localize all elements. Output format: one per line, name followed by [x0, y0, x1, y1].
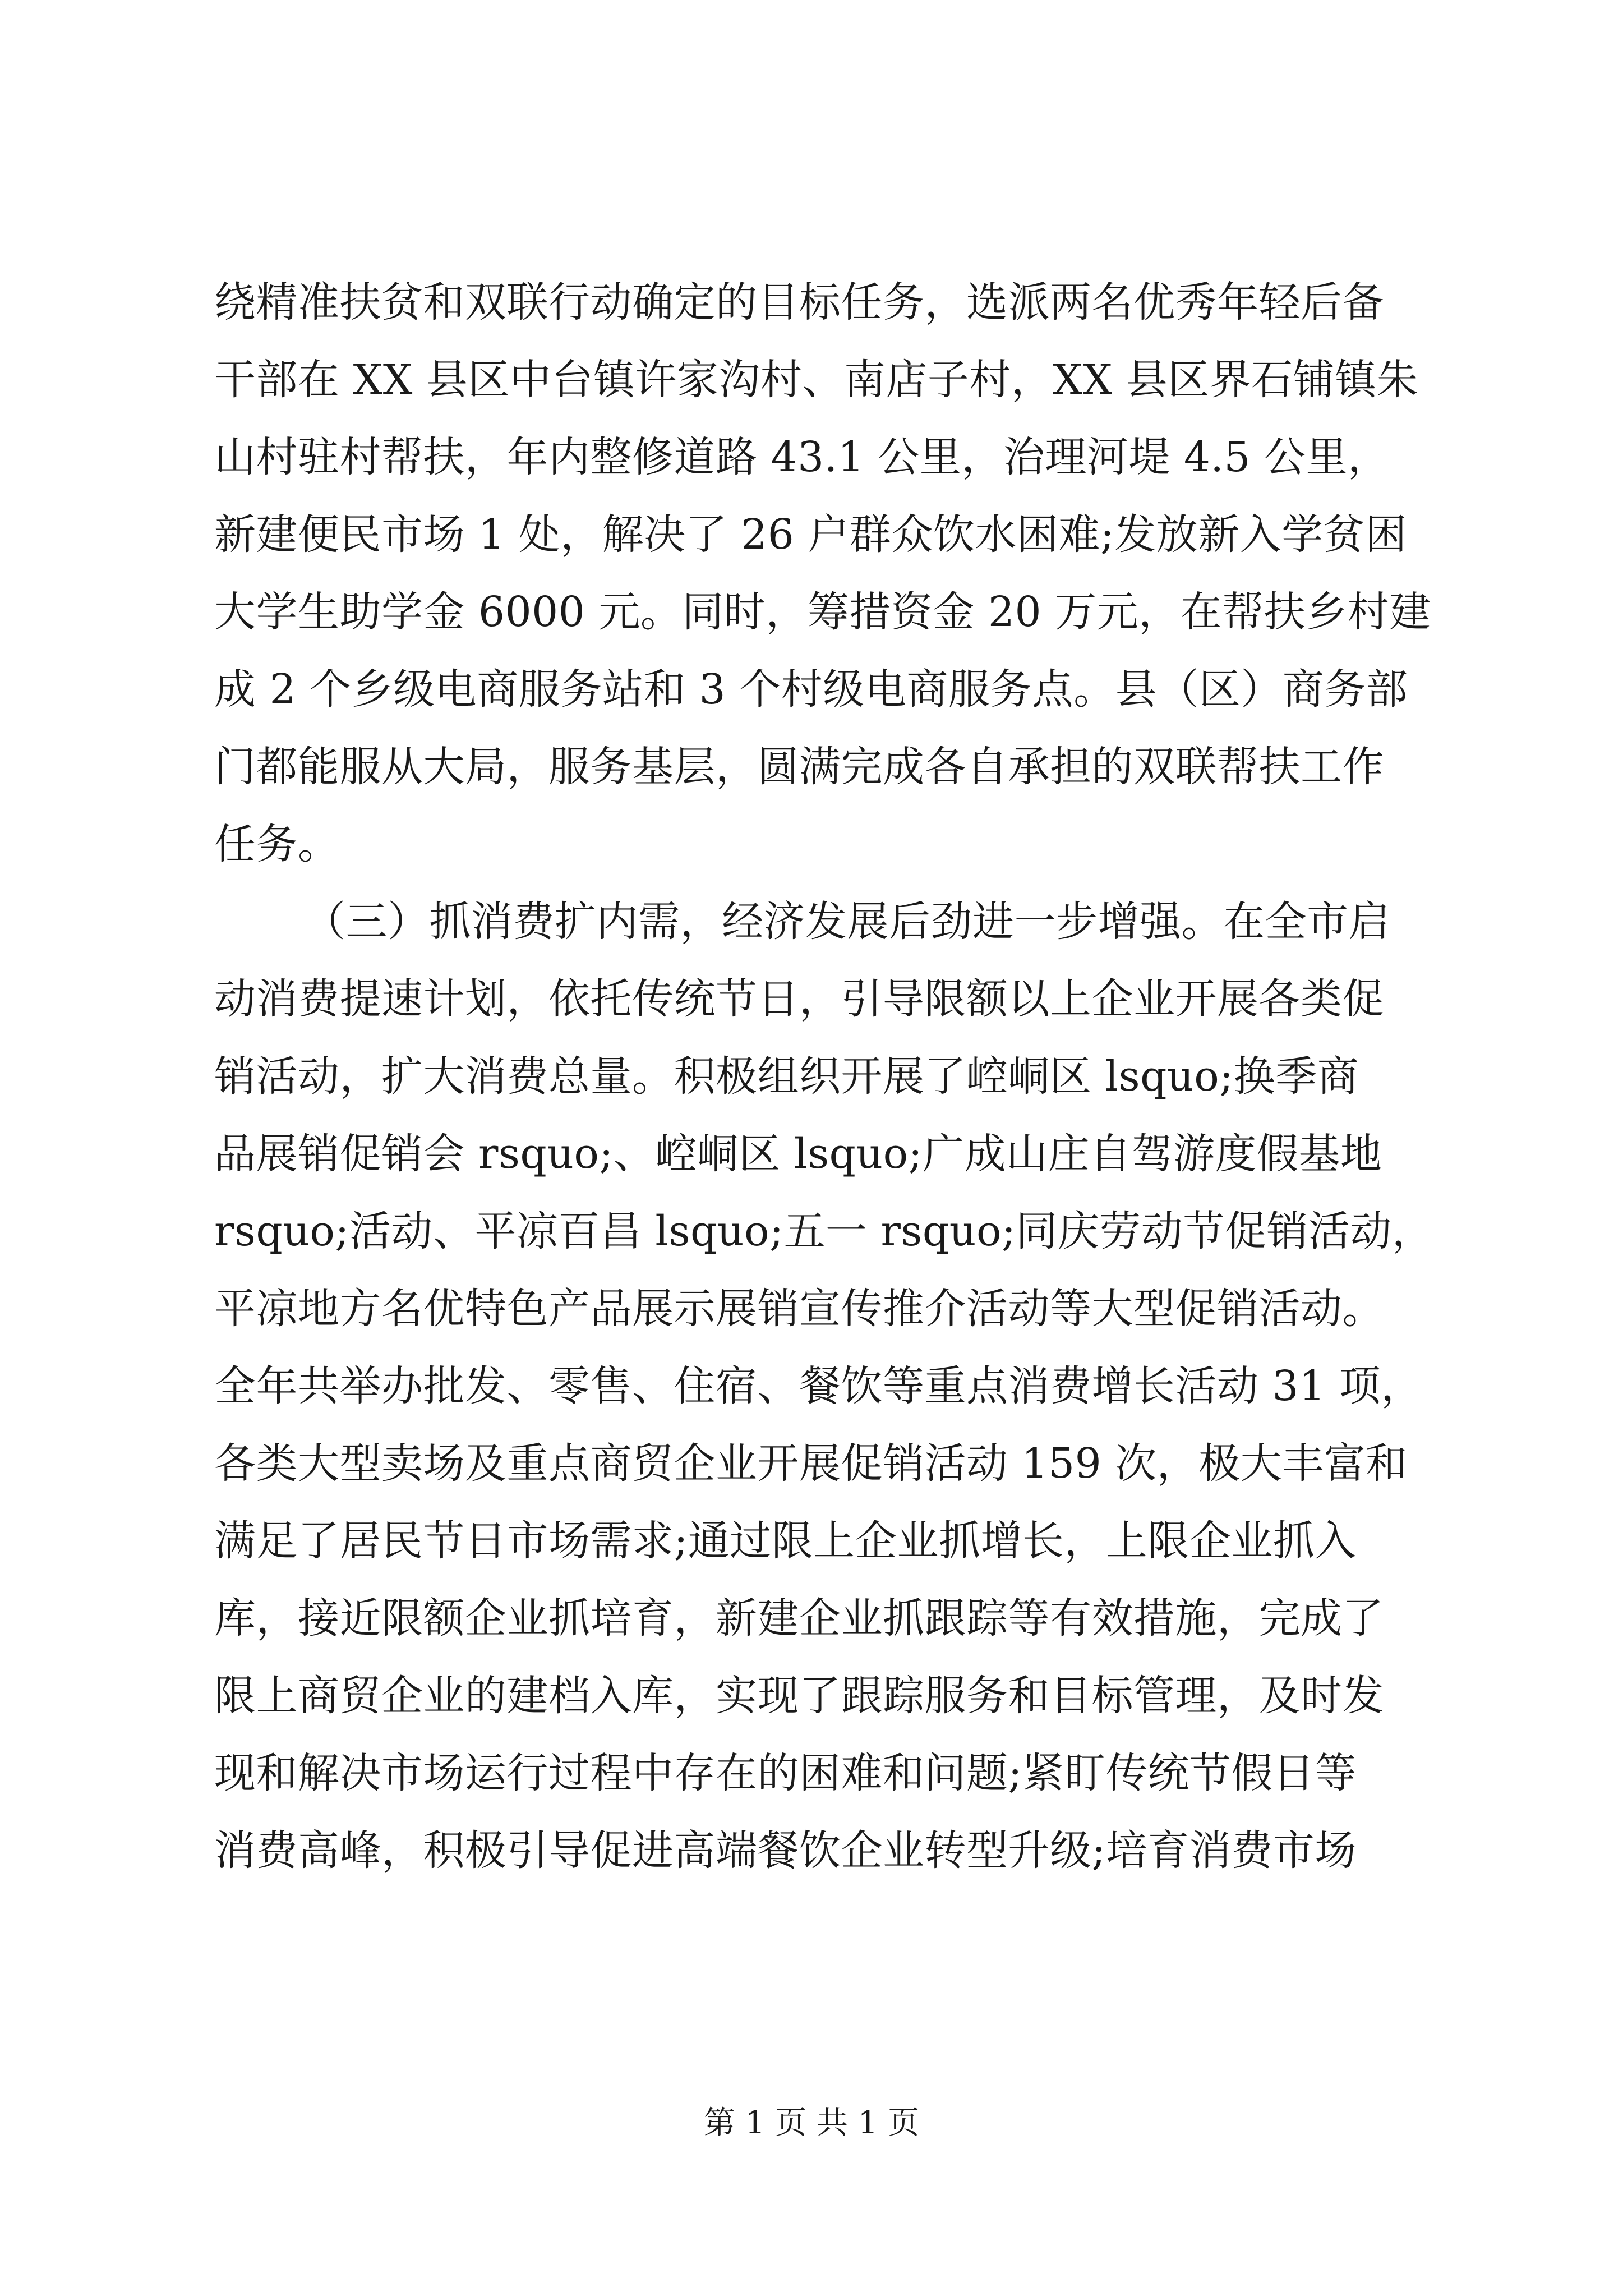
text-line: 绕精准扶贫和双联行动确定的目标任务，选派两名优秀年轻后备: [214, 278, 1384, 326]
text-line: 门都能服从大局，服务基层，圆满完成各自承担的双联帮扶工作: [214, 743, 1384, 791]
text-line: rsquo;活动、平凉百昌 lsquo;五一 rsquo;同庆劳动节促销活动，: [214, 1207, 1434, 1255]
text-line: 库，接近限额企业抓培育，新建企业抓跟踪等有效措施，完成了: [214, 1594, 1384, 1642]
text-line: 山村驻村帮扶，年内整修道路 43.1 公里，治理河堤 4.5 公里，: [214, 433, 1390, 481]
page-footer: [0, 2104, 1623, 2143]
text-line: 限上商贸企业的建档入库，实现了跟踪服务和目标管理，及时发: [214, 1672, 1384, 1720]
text-line: 消费高峰，积极引导促进高端餐饮企业转型升级;培育消费市场: [214, 1826, 1357, 1875]
document-body: [214, 264, 1434, 1889]
text-line: 成 2 个乡级电商服务站和 3 个村级电商服务点。县（区）商务部: [214, 665, 1408, 714]
paragraph-2: [214, 883, 1434, 1889]
text-line: 现和解决市场运行过程中存在的困难和问题;紧盯传统节假日等: [214, 1749, 1357, 1797]
page-number: 第 1 页 共 1 页: [703, 2105, 920, 2141]
text-line: 品展销促销会 rsquo;、崆峒区 lsquo;广成山庄自驾游度假基地: [214, 1130, 1382, 1178]
text-line: 全年共举办批发、零售、住宿、餐饮等重点消费增长活动 31 项，: [214, 1362, 1423, 1410]
text-line-indented: （三）抓消费扩内需，经济发展后劲进一步增强。在全市启: [304, 898, 1390, 946]
text-line: 各类大型卖场及重点商贸企业开展促销活动 159 次，极大丰富和: [214, 1439, 1408, 1488]
text-line: 新建便民市场 1 处，解决了 26 户群众饮水困难;发放新入学贫困: [214, 510, 1407, 559]
text-line: 干部在 XX 县区中台镇许家沟村、南店子村，XX 县区界石铺镇朱: [214, 356, 1419, 404]
text-line: 任务。: [214, 820, 340, 868]
paragraph-1: [214, 264, 1431, 883]
text-line: 销活动，扩大消费总量。积极组织开展了崆峒区 lsquo;换季商: [214, 1052, 1359, 1101]
text-line: 大学生助学金 6000 元。同时，筹措资金 20 万元，在帮扶乡村建: [214, 588, 1431, 636]
text-line: 动消费提速计划，依托传统节日，引导限额以上企业开展各类促: [214, 975, 1384, 1023]
text-line: 满足了居民节日市场需求;通过限上企业抓增长，上限企业抓入: [214, 1517, 1357, 1565]
text-line: 平凉地方名优特色产品展示展销宣传推介活动等大型促销活动。: [214, 1285, 1384, 1333]
